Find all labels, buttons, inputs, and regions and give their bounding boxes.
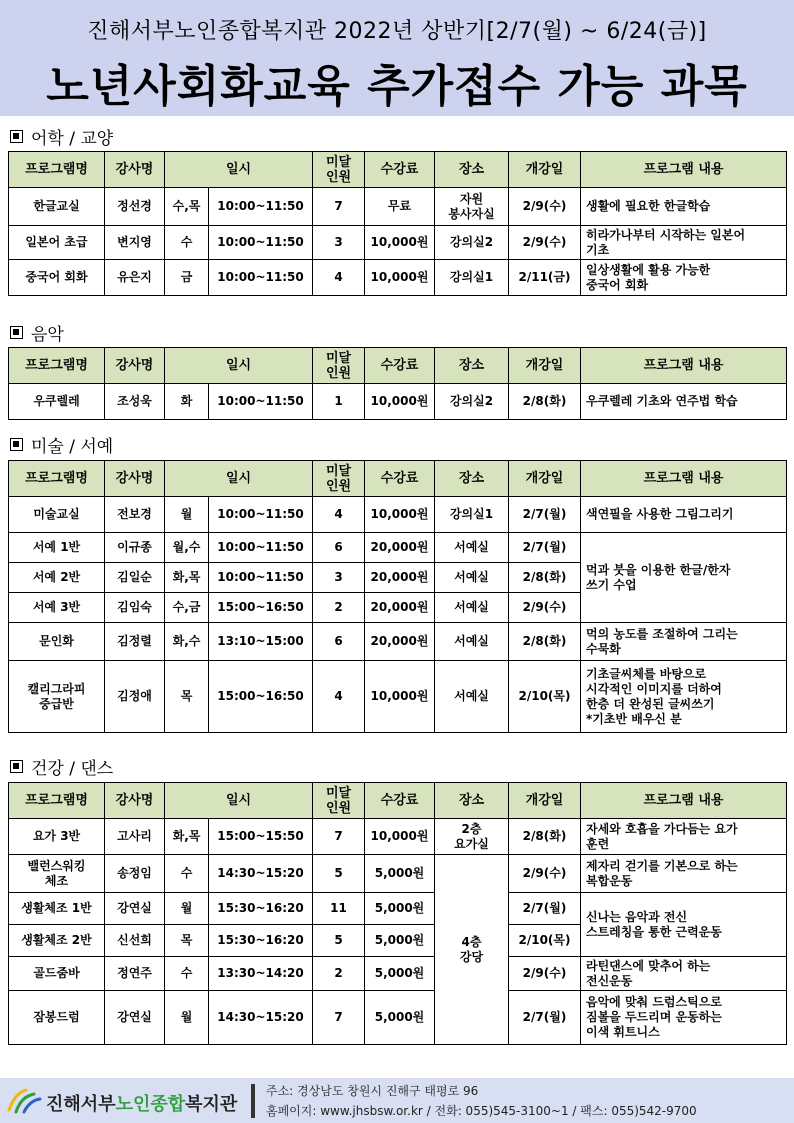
class-day: 수 [165, 226, 209, 260]
start-date: 2/8(화) [509, 563, 581, 593]
vacancy-count: 4 [313, 260, 365, 296]
tuition-fee: 10,000원 [365, 661, 435, 733]
program-name: 캘리그라피 중급반 [9, 661, 105, 733]
teacher-name: 김정렬 [105, 623, 165, 661]
start-date: 2/8(화) [509, 819, 581, 855]
class-time: 10:00~11:50 [209, 497, 313, 533]
class-place: 강의실1 [435, 497, 509, 533]
class-place: 서예실 [435, 661, 509, 733]
class-time: 10:00~11:50 [209, 188, 313, 226]
program-desc: 우쿠렐레 기초와 연주법 학습 [581, 384, 787, 420]
class-place: 서예실 [435, 533, 509, 563]
class-place: 서예실 [435, 563, 509, 593]
square-bullet-icon [10, 438, 23, 451]
teacher-name: 김일순 [105, 563, 165, 593]
col-header-schedule: 일시 [165, 348, 313, 384]
col-header-schedule: 일시 [165, 152, 313, 188]
program-desc: 기초글씨체를 바탕으로 시각적인 이미지를 더하여 한층 더 완성된 글씨쓰기 *기초반 배우신 분 [581, 661, 787, 733]
start-date: 2/9(수) [509, 593, 581, 623]
table-row [9, 226, 787, 260]
page-subtitle: 진해서부노인종합복지관 2022년 상반기[2/7(월) ~ 6/24(금)] [87, 19, 707, 44]
page-header [0, 0, 794, 116]
table-row [9, 623, 787, 661]
vacancy-count: 7 [313, 188, 365, 226]
class-day: 화,목 [165, 563, 209, 593]
class-time: 15:00~16:50 [209, 661, 313, 733]
class-day: 월,수 [165, 533, 209, 563]
program-name: 요가 3반 [9, 819, 105, 855]
col-header-name: 프로그램명 [9, 348, 105, 384]
square-bullet-icon [10, 130, 23, 143]
teacher-name: 전보경 [105, 497, 165, 533]
class-place: 4층 강당 [435, 855, 509, 1045]
class-place: 자원 봉사자실 [435, 188, 509, 226]
program-name: 서예 2반 [9, 563, 105, 593]
class-day: 화,목 [165, 819, 209, 855]
class-day: 수,목 [165, 188, 209, 226]
program-name: 서예 1반 [9, 533, 105, 563]
schedule-table [8, 782, 787, 1045]
teacher-name: 고사리 [105, 819, 165, 855]
table-header-row [9, 152, 787, 188]
col-header-schedule: 일시 [165, 461, 313, 497]
col-header-count: 미달 인원 [313, 152, 365, 188]
org-name: 진해서부노인종합복지관 [46, 1094, 238, 1115]
class-time: 14:30~15:20 [209, 991, 313, 1045]
start-date: 2/7(월) [509, 991, 581, 1045]
teacher-name: 변지영 [105, 226, 165, 260]
program-name: 밸런스워킹 체조 [9, 855, 105, 893]
class-time: 15:30~16:20 [209, 925, 313, 957]
class-day: 화 [165, 384, 209, 420]
teacher-name: 유은지 [105, 260, 165, 296]
vacancy-count: 1 [313, 384, 365, 420]
class-time: 10:00~11:50 [209, 226, 313, 260]
table-row [9, 533, 787, 563]
footer-divider [251, 1084, 255, 1118]
teacher-name: 강연실 [105, 893, 165, 925]
col-header-schedule: 일시 [165, 783, 313, 819]
col-header-fee: 수강료 [365, 348, 435, 384]
col-header-name: 프로그램명 [9, 152, 105, 188]
table-row [9, 893, 787, 925]
program-desc: 먹의 농도를 조절하여 그리는 수묵화 [581, 623, 787, 661]
col-header-fee: 수강료 [365, 461, 435, 497]
class-time: 13:30~14:20 [209, 957, 313, 991]
table-row [9, 497, 787, 533]
program-desc: 먹과 붓을 이용한 한글/한자 쓰기 수업 [581, 533, 787, 623]
tuition-fee: 5,000원 [365, 957, 435, 991]
class-day: 화,수 [165, 623, 209, 661]
vacancy-count: 7 [313, 991, 365, 1045]
vacancy-count: 5 [313, 855, 365, 893]
class-day: 목 [165, 925, 209, 957]
col-header-desc: 프로그램 내용 [581, 348, 787, 384]
class-time: 10:00~11:50 [209, 533, 313, 563]
col-header-count: 미달 인원 [313, 348, 365, 384]
table-header-row [9, 348, 787, 384]
teacher-name: 강연실 [105, 991, 165, 1045]
start-date: 2/11(금) [509, 260, 581, 296]
tuition-fee: 5,000원 [365, 855, 435, 893]
program-desc: 음악에 맞춰 드럼스틱으로 짐볼을 두드리며 운동하는 이색 휘트니스 [581, 991, 787, 1045]
col-header-start: 개강일 [509, 348, 581, 384]
section-title [10, 320, 64, 345]
program-name: 잠봉드럼 [9, 991, 105, 1045]
program-desc: 라틴댄스에 맞추어 하는 전신운동 [581, 957, 787, 991]
vacancy-count: 6 [313, 533, 365, 563]
col-header-start: 개강일 [509, 152, 581, 188]
table-row [9, 260, 787, 296]
table-row [9, 819, 787, 855]
table-row [9, 384, 787, 420]
class-time: 13:10~15:00 [209, 623, 313, 661]
section-title-text: 음악 [31, 325, 64, 345]
class-day: 수 [165, 957, 209, 991]
teacher-name: 송정임 [105, 855, 165, 893]
schedule-table [8, 347, 787, 420]
tuition-fee: 무료 [365, 188, 435, 226]
class-day: 월 [165, 991, 209, 1045]
start-date: 2/7(월) [509, 533, 581, 563]
tuition-fee: 5,000원 [365, 925, 435, 957]
vacancy-count: 7 [313, 819, 365, 855]
class-time: 15:30~16:20 [209, 893, 313, 925]
class-place: 2층 요가실 [435, 819, 509, 855]
class-time: 10:00~11:50 [209, 563, 313, 593]
table-header-row [9, 461, 787, 497]
class-day: 수 [165, 855, 209, 893]
col-header-teacher: 강사명 [105, 783, 165, 819]
start-date: 2/9(수) [509, 226, 581, 260]
teacher-name: 신선희 [105, 925, 165, 957]
tuition-fee: 20,000원 [365, 533, 435, 563]
col-header-fee: 수강료 [365, 783, 435, 819]
class-place: 강의실1 [435, 260, 509, 296]
col-header-teacher: 강사명 [105, 461, 165, 497]
class-place: 강의실2 [435, 384, 509, 420]
table-row [9, 661, 787, 733]
class-time: 10:00~11:50 [209, 260, 313, 296]
col-header-place: 장소 [435, 783, 509, 819]
vacancy-count: 2 [313, 957, 365, 991]
col-header-place: 장소 [435, 461, 509, 497]
class-day: 월 [165, 497, 209, 533]
section-title [10, 432, 113, 457]
col-header-desc: 프로그램 내용 [581, 783, 787, 819]
table-row [9, 188, 787, 226]
section-title-text: 건강 / 댄스 [31, 759, 114, 779]
table-row [9, 991, 787, 1045]
tuition-fee: 10,000원 [365, 384, 435, 420]
start-date: 2/9(수) [509, 957, 581, 991]
org-logo-icon [6, 1086, 42, 1114]
program-name: 한글교실 [9, 188, 105, 226]
schedule-table [8, 460, 787, 733]
table-header-row [9, 783, 787, 819]
program-desc: 일상생활에 활용 가능한 중국어 회화 [581, 260, 787, 296]
vacancy-count: 6 [313, 623, 365, 661]
table-row [9, 855, 787, 893]
tuition-fee: 10,000원 [365, 819, 435, 855]
program-name: 생활체조 2반 [9, 925, 105, 957]
program-name: 미술교실 [9, 497, 105, 533]
col-header-teacher: 강사명 [105, 348, 165, 384]
footer [0, 1078, 794, 1123]
start-date: 2/9(수) [509, 188, 581, 226]
page-title: 노년사회화교육 추가접수 가능 과목 [46, 61, 748, 112]
vacancy-count: 3 [313, 563, 365, 593]
class-day: 수,금 [165, 593, 209, 623]
program-name: 중국어 회화 [9, 260, 105, 296]
tuition-fee: 20,000원 [365, 593, 435, 623]
col-header-count: 미달 인원 [313, 461, 365, 497]
col-header-start: 개강일 [509, 783, 581, 819]
teacher-name: 김정애 [105, 661, 165, 733]
tuition-fee: 5,000원 [365, 893, 435, 925]
start-date: 2/7(월) [509, 893, 581, 925]
col-header-fee: 수강료 [365, 152, 435, 188]
program-desc: 생활에 필요한 한글학습 [581, 188, 787, 226]
section-title-text: 어학 / 교양 [31, 129, 114, 149]
square-bullet-icon [10, 760, 23, 773]
col-header-teacher: 강사명 [105, 152, 165, 188]
col-header-desc: 프로그램 내용 [581, 152, 787, 188]
tuition-fee: 10,000원 [365, 260, 435, 296]
program-desc: 히라가나부터 시작하는 일본어 기초 [581, 226, 787, 260]
program-name: 일본어 초급 [9, 226, 105, 260]
start-date: 2/8(화) [509, 384, 581, 420]
teacher-name: 이규종 [105, 533, 165, 563]
tuition-fee: 10,000원 [365, 497, 435, 533]
teacher-name: 정선경 [105, 188, 165, 226]
start-date: 2/8(화) [509, 623, 581, 661]
teacher-name: 김임숙 [105, 593, 165, 623]
class-time: 10:00~11:50 [209, 384, 313, 420]
schedule-table [8, 151, 787, 296]
start-date: 2/10(목) [509, 925, 581, 957]
vacancy-count: 11 [313, 893, 365, 925]
program-desc: 자세와 호흡을 가다듬는 요가 훈련 [581, 819, 787, 855]
footer-contact: 홈페이지: www.jhsbsw.or.kr / 전화: 055)545-3100~1 / 팩스: 055)542-9700 [266, 1104, 697, 1118]
teacher-name: 조성욱 [105, 384, 165, 420]
program-name: 생활체조 1반 [9, 893, 105, 925]
start-date: 2/7(월) [509, 497, 581, 533]
section-title-text: 미술 / 서예 [31, 437, 114, 457]
col-header-count: 미달 인원 [313, 783, 365, 819]
col-header-start: 개강일 [509, 461, 581, 497]
vacancy-count: 3 [313, 226, 365, 260]
program-name: 서예 3반 [9, 593, 105, 623]
col-header-place: 장소 [435, 348, 509, 384]
table-row [9, 957, 787, 991]
class-place: 서예실 [435, 593, 509, 623]
program-desc: 색연필을 사용한 그림그리기 [581, 497, 787, 533]
program-name: 문인화 [9, 623, 105, 661]
start-date: 2/9(수) [509, 855, 581, 893]
start-date: 2/10(목) [509, 661, 581, 733]
class-time: 15:00~15:50 [209, 819, 313, 855]
program-desc: 제자리 걷기를 기본으로 하는 복합운동 [581, 855, 787, 893]
vacancy-count: 2 [313, 593, 365, 623]
class-place: 강의실2 [435, 226, 509, 260]
square-bullet-icon [10, 326, 23, 339]
tuition-fee: 20,000원 [365, 623, 435, 661]
program-name: 골드줌바 [9, 957, 105, 991]
class-time: 14:30~15:20 [209, 855, 313, 893]
tuition-fee: 10,000원 [365, 226, 435, 260]
col-header-place: 장소 [435, 152, 509, 188]
vacancy-count: 4 [313, 497, 365, 533]
class-place: 서예실 [435, 623, 509, 661]
class-day: 금 [165, 260, 209, 296]
tuition-fee: 5,000원 [365, 991, 435, 1045]
vacancy-count: 4 [313, 661, 365, 733]
section-title [10, 754, 113, 779]
class-day: 목 [165, 661, 209, 733]
vacancy-count: 5 [313, 925, 365, 957]
program-name: 우쿠렐레 [9, 384, 105, 420]
col-header-name: 프로그램명 [9, 461, 105, 497]
class-time: 15:00~16:50 [209, 593, 313, 623]
col-header-desc: 프로그램 내용 [581, 461, 787, 497]
footer-address: 주소: 경상남도 창원시 진해구 태평로 96 [266, 1084, 479, 1098]
class-day: 월 [165, 893, 209, 925]
tuition-fee: 20,000원 [365, 563, 435, 593]
col-header-name: 프로그램명 [9, 783, 105, 819]
section-title [10, 124, 113, 149]
teacher-name: 정연주 [105, 957, 165, 991]
program-desc: 신나는 음악과 전신 스트레칭을 통한 근력운동 [581, 893, 787, 957]
